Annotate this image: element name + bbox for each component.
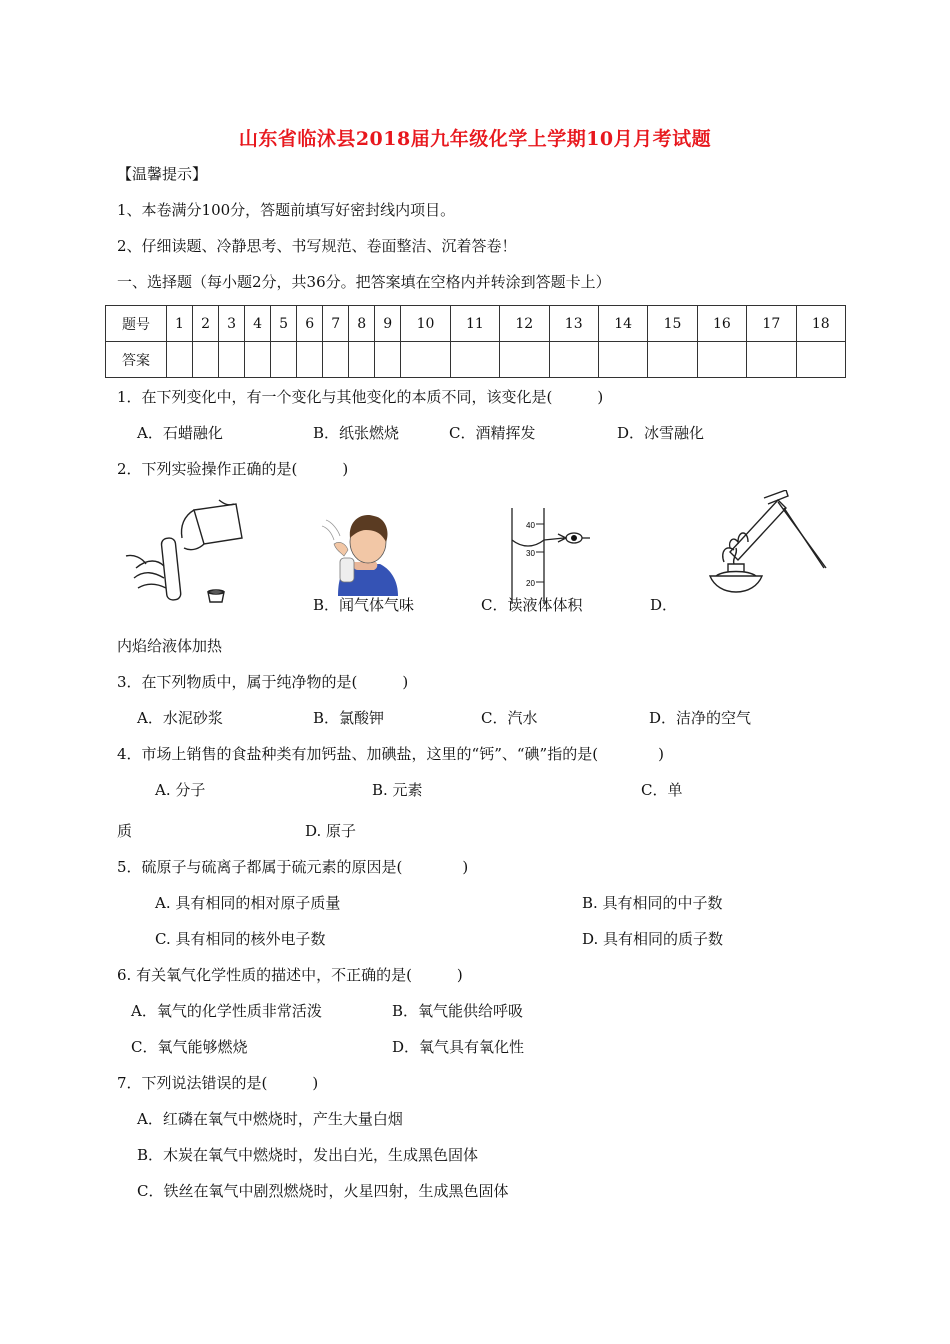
question-6-stem: 6. 有关氧气化学性质的描述中，不正确的是( ): [117, 966, 463, 984]
q3-option-a: A．水泥砂浆: [137, 709, 223, 727]
q7-option-b: B．木炭在氧气中燃烧时，发出白光，生成黑色固体: [137, 1146, 479, 1164]
answer-cell[interactable]: [297, 342, 323, 378]
measuring-cylinder-figure: [504, 508, 594, 606]
q2-option-d-continued: 内焰给液体加热: [117, 637, 223, 655]
section-heading: 一、选择题（每小题2分，共36分。把答案填在空格内并转涂到答题卡上）: [117, 273, 611, 291]
q4-option-c-continued: 质: [117, 822, 133, 840]
q5-option-c: C. 具有相同的核外电子数: [155, 930, 326, 948]
q4-option-b: B. 元素: [372, 781, 423, 799]
answer-cell[interactable]: [349, 342, 375, 378]
q5-option-b: B. 具有相同的中子数: [582, 894, 723, 912]
pouring-liquid-figure: [124, 498, 254, 610]
question-number-cell: 13: [549, 306, 598, 342]
q3-option-d: D．洁净的空气: [649, 709, 752, 727]
answer-cell[interactable]: [219, 342, 245, 378]
tips-heading: 【温馨提示】: [117, 165, 208, 183]
q1-option-c: C．酒精挥发: [449, 424, 536, 442]
q2-option-d: D．: [650, 596, 678, 614]
answer-cell[interactable]: [245, 342, 271, 378]
q6-option-c: C．氧气能够燃烧: [131, 1038, 248, 1056]
answer-cell[interactable]: [323, 342, 349, 378]
question-number-cell: 6: [297, 306, 323, 342]
answer-cell[interactable]: [796, 342, 845, 378]
question-number-cell: 10: [401, 306, 450, 342]
row-label: 题号: [106, 306, 167, 342]
question-number-row: [106, 306, 846, 342]
answer-cell[interactable]: [193, 342, 219, 378]
question-1-stem: 1．在下列变化中，有一个变化与其他变化的本质不同，该变化是( ): [117, 388, 604, 406]
q7-option-c: C．铁丝在氧气中剧烈燃烧时，火星四射，生成黑色固体: [137, 1182, 509, 1200]
question-number-cell: 12: [500, 306, 549, 342]
answer-cell[interactable]: [375, 342, 401, 378]
q6-option-b: B．氧气能供给呼吸: [392, 1002, 524, 1020]
question-number-cell: 8: [349, 306, 375, 342]
question-number-cell: 7: [323, 306, 349, 342]
question-number-cell: 4: [245, 306, 271, 342]
row-label: 答案: [106, 342, 167, 378]
q5-option-d: D. 具有相同的质子数: [582, 930, 724, 948]
question-number-cell: 2: [193, 306, 219, 342]
question-number-cell: 5: [271, 306, 297, 342]
answer-cell[interactable]: [549, 342, 598, 378]
answer-cell[interactable]: [500, 342, 549, 378]
question-5-stem: 5．硫原子与硫离子都属于硫元素的原因是( ): [117, 858, 469, 876]
question-number-cell: 15: [648, 306, 697, 342]
question-number-cell: 11: [450, 306, 499, 342]
q2-option-c: C．读液体体积: [481, 596, 583, 614]
q1-option-a: A．石蜡融化: [137, 424, 223, 442]
answer-cell[interactable]: [598, 342, 647, 378]
cylinder-tick-20: 20: [526, 579, 535, 588]
q7-option-a: A．红磷在氧气中燃烧时，产生大量白烟: [137, 1110, 403, 1128]
question-number-cell: 14: [598, 306, 647, 342]
q4-option-d: D. 原子: [305, 822, 357, 840]
answer-table: [105, 305, 846, 378]
tip-1: 1、本卷满分100分，答题前填写好密封线内项目。: [117, 201, 456, 219]
answer-cell[interactable]: [167, 342, 193, 378]
tip-2: 2、仔细读题、冷静思考、书写规范、卷面整洁、沉着答卷！: [117, 237, 517, 255]
answer-row: [106, 342, 846, 378]
question-number-cell: 17: [747, 306, 796, 342]
answer-cell[interactable]: [747, 342, 796, 378]
answer-cell[interactable]: [450, 342, 499, 378]
q2-option-b: B．闻气体气味: [313, 596, 415, 614]
q3-option-c: C．汽水: [481, 709, 538, 727]
answer-cell[interactable]: [697, 342, 746, 378]
answer-cell[interactable]: [271, 342, 297, 378]
question-3-stem: 3．在下列物质中，属于纯净物的是( ): [117, 673, 409, 691]
cylinder-tick-40: 40: [526, 521, 535, 530]
question-2-stem: 2．下列实验操作正确的是( ): [117, 460, 349, 478]
q1-option-b: B．纸张燃烧: [313, 424, 400, 442]
q6-option-d: D．氧气具有氧化性: [392, 1038, 525, 1056]
q4-option-c: C．单: [641, 781, 683, 799]
q5-option-a: A. 具有相同的相对原子质量: [155, 894, 341, 912]
heating-test-tube-figure: [704, 490, 830, 602]
question-number-cell: 3: [219, 306, 245, 342]
cylinder-tick-30: 30: [526, 549, 535, 558]
page-title: 山东省临沭县2018届九年级化学上学期10月月考试题: [238, 128, 712, 150]
answer-cell[interactable]: [401, 342, 450, 378]
question-number-cell: 18: [796, 306, 845, 342]
q1-option-d: D．冰雪融化: [617, 424, 705, 442]
question-number-cell: 1: [167, 306, 193, 342]
q6-option-a: A．氧气的化学性质非常活泼: [131, 1002, 322, 1020]
question-number-cell: 16: [697, 306, 746, 342]
answer-cell[interactable]: [648, 342, 697, 378]
smelling-gas-figure: [318, 504, 404, 596]
q4-option-a: A. 分子: [155, 781, 206, 799]
question-number-cell: 9: [375, 306, 401, 342]
question-7-stem: 7．下列说法错误的是( ): [117, 1074, 319, 1092]
question-4-stem: 4．市场上销售的食盐种类有加钙盐、加碘盐，这里的“钙”、“碘”指的是( ): [117, 745, 664, 763]
q3-option-b: B．氯酸钾: [313, 709, 385, 727]
